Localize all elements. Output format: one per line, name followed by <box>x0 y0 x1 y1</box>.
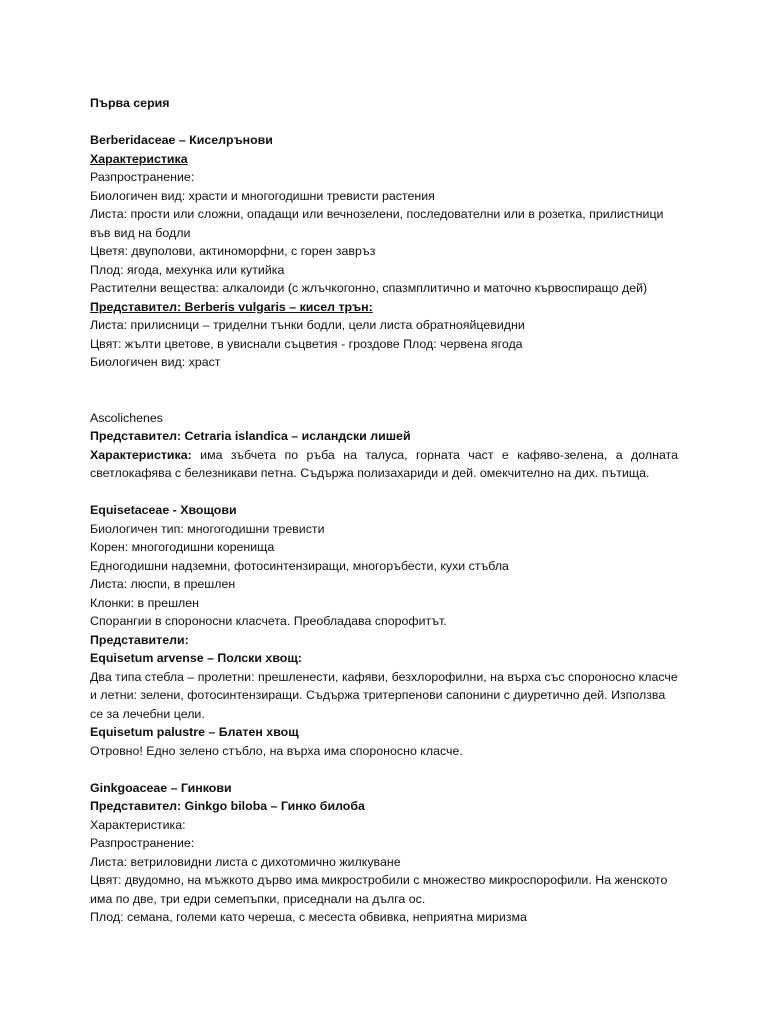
ascolichenes-char-text: има зъбчета по ръба на талуса, горната част е кафяво-зелена, а долната светлокафява с белезникави петна. Съдържа полизахариди и дей. омекчително на дих. пътища. <box>90 447 678 480</box>
ginkgoaceae-heading: Ginkgoaceae – Гинкови <box>90 780 232 795</box>
ascolichenes-characteristic <box>90 446 678 483</box>
ginkgoaceae-leaves: Листа: ветриловидни листа с дихотомично жилкуване <box>90 854 401 869</box>
equisetaceae-stems: Едногодишни надземни, фотосинтензиращи, многоръбести, кухи стъбла <box>90 558 509 573</box>
equisetaceae-root: Корен: многогодишни коренища <box>90 540 275 554</box>
ginkgoaceae-representative: Представител: Ginkgo biloba – Гинко билоба <box>90 799 365 813</box>
equisetaceae-heading: Equisetaceae - Хвощови <box>90 503 237 517</box>
berberidaceae-distribution: Разпространение: <box>90 170 195 184</box>
equisetum-arvense-text: Два типа стебла – пролетни: прешленести, кафяви, безхлорофилни, на върха със спороносно класче и летни: зелени, фотосинтензиращи. Съдържа тритерпенови сапонини с диуретично дей. Използва се за лечебни цели. <box>90 669 678 721</box>
berberidaceae-substances: Растителни вещества: алкалоиди (с жлъчкогонно, спазмплитично и маточно кървоспиращо дей) <box>90 281 648 295</box>
ascolichenes-char-label: Характеристика: <box>90 447 192 462</box>
berberidaceae-leaves: Листа: прости или сложни, опадащи или вечнозелени, последователни или в розетка, прилистници във вид на бодли <box>90 207 664 240</box>
ginkgoaceae-char: Характеристика: <box>90 817 186 832</box>
equisetaceae-sporangia: Спорангии в спороносни класчета. Преобладава спорофитът. <box>90 614 447 628</box>
equisetum-arvense-heading: Equisetum arvense – Полски хвощ: <box>90 651 302 665</box>
equisetum-palustre-heading: Equisetum palustre – Блатен хвощ <box>90 725 299 739</box>
equisetaceae-representatives-heading: Представители: <box>90 632 189 647</box>
ginkgoaceae-flower: Цвят: двудомно, на мъжкото дърво има микростробили с множество микроспорофили. На женското има по две, три едри семепъпки, приседнали на дълга ос. <box>90 873 668 906</box>
ginkgoaceae-fruit: Плод: семана, големи като череша, с месеста обвивка, неприятна миризма <box>90 910 527 924</box>
document-body <box>90 94 678 927</box>
ascolichenes-heading: Ascolichenes <box>90 410 164 425</box>
berberidaceae-rep-bio: Биологичен вид: храст <box>90 355 221 369</box>
berberidaceae-char-heading: Характеристика <box>90 151 188 166</box>
berberidaceae-flowers: Цветя: двуполови, актиноморфни, с горен завръз <box>90 244 376 258</box>
equisetum-palustre-text: Отровно! Едно зелено стъбло, на върха има спороносно класче. <box>90 743 463 758</box>
equisetaceae-bio-type: Биологичен тип: многогодишни тревисти <box>90 521 325 536</box>
ascolichenes-representative: Представител: Cetraria islandica – исландски лишей <box>90 429 411 443</box>
equisetaceae-branches: Клонки: в прешлен <box>90 595 199 610</box>
berberidaceae-heading: Berberidaceae – Киселрънови <box>90 133 273 147</box>
berberidaceae-fruit: Плод: ягода, мехунка или кутийка <box>90 262 285 277</box>
equisetaceae-leaves: Листа: люспи, в прешлен <box>90 577 236 591</box>
berberidaceae-rep-leaves: Листа: прилисници – триделни тънки бодли, цели листа обратнояйцевидни <box>90 318 525 332</box>
ginkgoaceae-distribution: Разпространение: <box>90 836 195 850</box>
berberidaceae-bio-type: Биологичен вид: храсти и многогодишни тревисти растения <box>90 188 435 203</box>
berberidaceae-representative-heading: Представител: Berberis vulgaris – кисел трън: <box>90 299 373 314</box>
berberidaceae-rep-flower: Цвят: жълти цветове, в увиснали съцветия - гроздове Плод: червена ягода <box>90 336 523 351</box>
series-title: Първа серия <box>90 96 170 110</box>
